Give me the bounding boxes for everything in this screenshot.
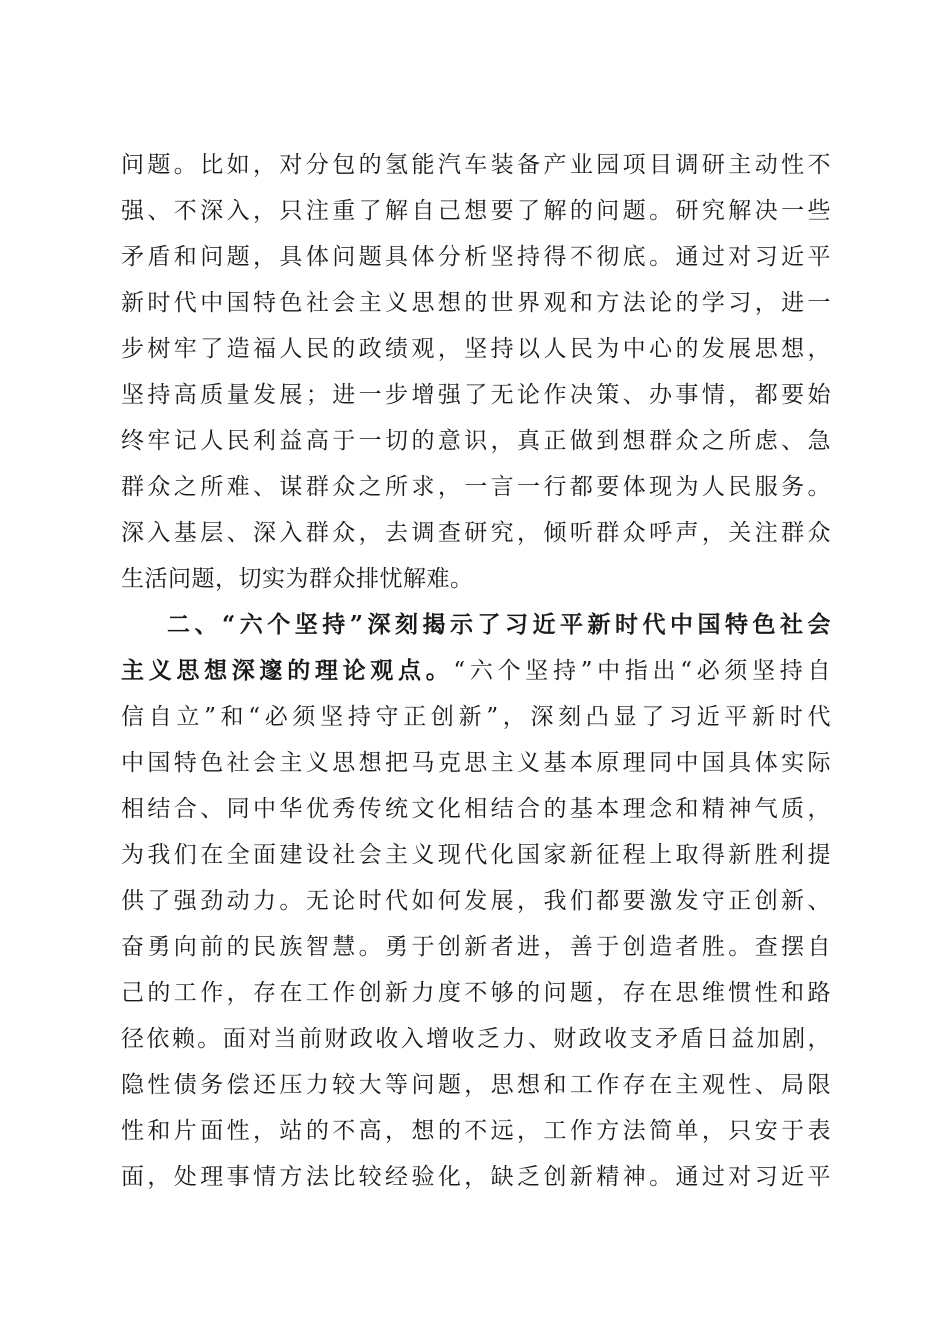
text-fragment: “六个坚持”中指出“必须坚持自 [453,658,832,684]
text-line: 面，处理事情方法比较经验化，缺乏创新精神。通过对习近平 [121,1164,831,1190]
paragraph-2 [121,602,831,1200]
text-line: 奋勇向前的民族智慧。勇于创新者进，善于创造者胜。查摆自 [121,934,831,960]
text-line: 深入基层、深入群众，去调查研究，倾听群众呼声，关注群众 [121,520,831,546]
section-heading: 二、“六个坚持”深刻揭示了习近平新时代中国特色社会 [167,611,831,638]
text-line: 中国特色社会主义思想把马克思主义基本原理同中国具体实际 [121,750,831,776]
text-line: 相结合、同中华优秀传统文化相结合的基本理念和精神气质， [121,796,831,822]
text-line: 新时代中国特色社会主义思想的世界观和方法论的学习，进一 [121,290,831,316]
text-line: 径依赖。面对当前财政收入增收乏力、财政收支矛盾日益加剧， [121,1026,831,1052]
section-heading-end: 主义思想深邃的理论观点。 [121,657,454,684]
text-line: 问题。比如，对分包的氢能汽车装备产业园项目调研主动性不 [121,152,831,178]
text-line: 信自立”和“必须坚持守正创新”，深刻凸显了习近平新时代 [121,704,831,730]
body-text [121,142,831,1200]
text-line: 矛盾和问题，具体问题具体分析坚持得不彻底。通过对习近平 [121,244,831,270]
text-line: 终牢记人民利益高于一切的意识，真正做到想群众之所虑、急 [121,428,831,454]
text-line: 强、不深入，只注重了解自己想要了解的问题。研究解决一些 [121,198,831,224]
text-line [121,648,831,694]
text-line: 己的工作，存在工作创新力度不够的问题，存在思维惯性和路 [121,980,831,1006]
text-line: 供了强劲动力。无论时代如何发展，我们都要激发守正创新、 [121,888,831,914]
text-line: 为我们在全面建设社会主义现代化国家新征程上取得新胜利提 [121,842,831,868]
text-line: 生活问题，切实为群众排忧解难。 [121,566,474,592]
paragraph-1 [121,142,831,602]
text-line: 步树牢了造福人民的政绩观，坚持以人民为中心的发展思想， [121,336,831,362]
text-line: 群众之所难、谋群众之所求，一言一行都要体现为人民服务。 [121,474,831,500]
text-line: 性和片面性，站的不高，想的不远，工作方法简单，只安于表 [121,1118,831,1144]
text-line: 坚持高质量发展；进一步增强了无论作决策、办事情，都要始 [121,382,831,408]
text-line: 隐性债务偿还压力较大等问题，思想和工作存在主观性、局限 [121,1072,831,1098]
